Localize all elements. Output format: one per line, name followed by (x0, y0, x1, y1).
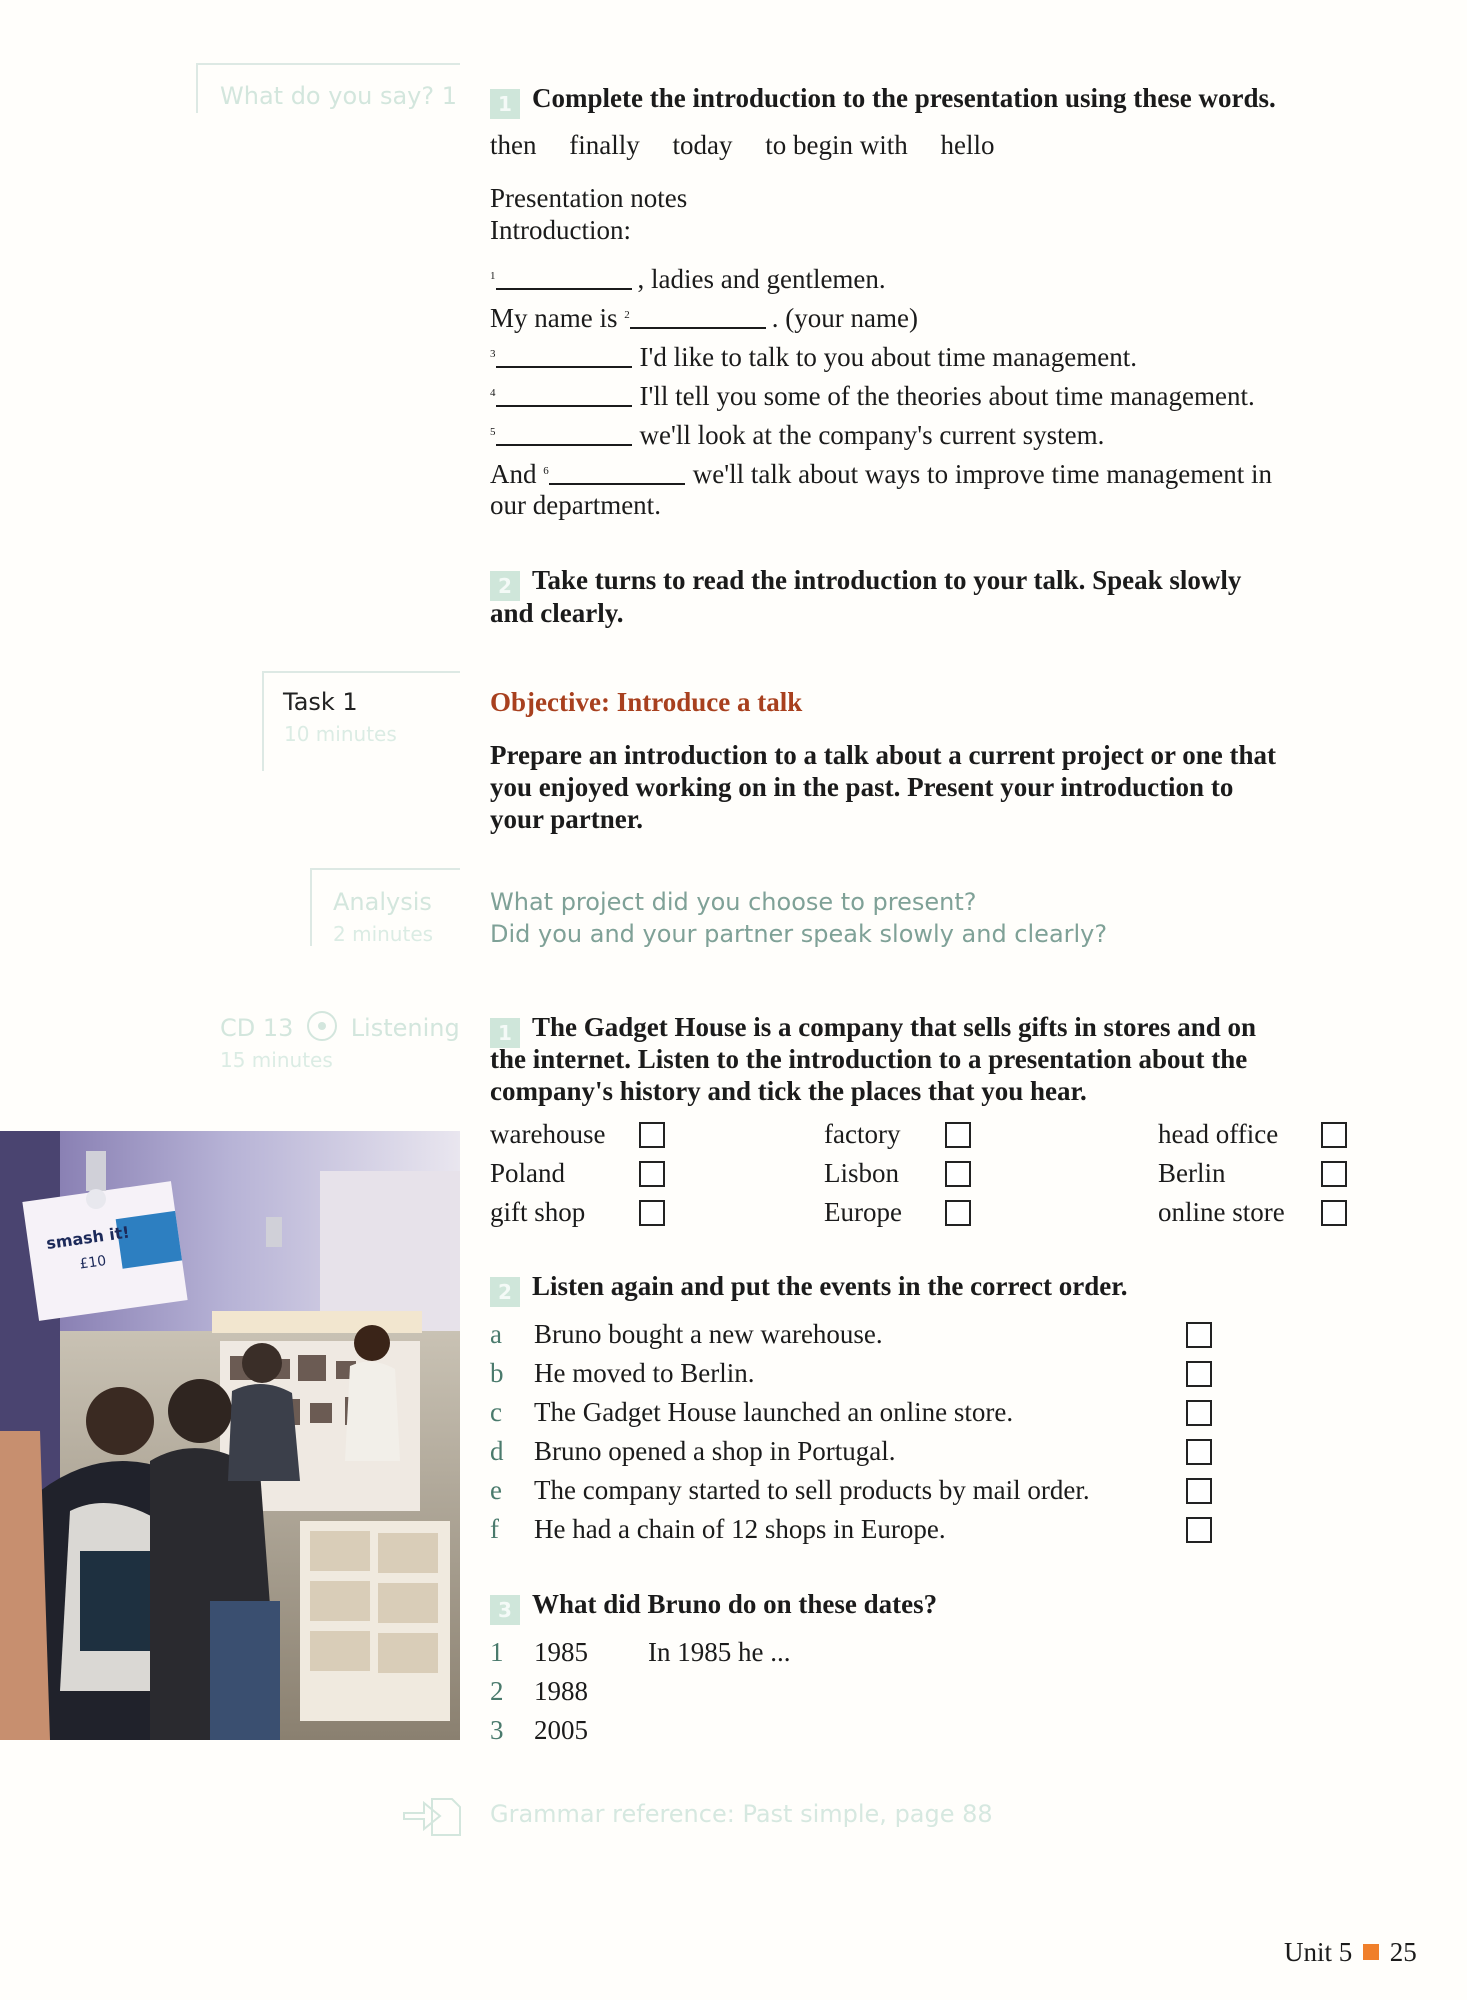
cd-icon (307, 1011, 337, 1041)
intro-line-text: . (your name) (771, 303, 918, 333)
event-text: Bruno bought a new warehouse. (534, 1319, 883, 1349)
grammar-reference-link[interactable]: Grammar reference: Past simple, page 88 (490, 1800, 993, 1828)
gap-number: 4 (490, 387, 496, 399)
gap-6-blank[interactable] (549, 459, 685, 485)
exercise-1-instruction: Complete the introduction to the presentation using these words. (532, 83, 1276, 113)
unit-label: Unit 5 (1284, 1937, 1353, 1967)
exercise-2-line-2: and clearly. (490, 598, 624, 628)
analysis-time: 2 minutes (333, 922, 434, 946)
place-label: Poland (490, 1158, 566, 1188)
exercise-number-badge: 1 (490, 89, 520, 119)
word-bank-item: finally (569, 130, 640, 160)
event-text: He had a chain of 12 shops in Europe. (534, 1514, 946, 1544)
listening-header (220, 1011, 460, 1042)
place-label: warehouse (490, 1119, 606, 1149)
event-letter: d (490, 1436, 504, 1466)
checkbox-berlin[interactable] (1321, 1161, 1347, 1187)
presentation-notes-title: Presentation notes (490, 183, 688, 213)
checkbox-poland[interactable] (639, 1161, 665, 1187)
page-number: 25 (1389, 1937, 1417, 1967)
date-number: 2 (490, 1676, 504, 1706)
event-text: The Gadget House launched an online store. (534, 1397, 1014, 1427)
place-label: head office (1158, 1119, 1279, 1149)
event-text: He moved to Berlin. (534, 1358, 755, 1388)
date-year: 1985 (534, 1637, 588, 1667)
place-label: Lisbon (824, 1158, 900, 1188)
exercise-number-badge: 1 (490, 1018, 520, 1048)
task-rule-left (262, 671, 264, 771)
intro-line-4 (490, 377, 1255, 412)
task-rule-top (262, 671, 460, 673)
task-time: 10 minutes (284, 722, 397, 746)
listening-cd-label: CD 13 (220, 1014, 294, 1042)
gap-number: 6 (543, 465, 549, 477)
sign-text: smash it! (45, 1222, 131, 1253)
event-letter: e (490, 1475, 502, 1505)
date-number: 3 (490, 1715, 504, 1745)
intro-line-text: we'll look at the company's current system. (639, 420, 1105, 450)
intro-line-5 (490, 416, 1104, 451)
event-text: Bruno opened a shop in Portugal. (534, 1436, 896, 1466)
gap-2-blank[interactable] (630, 303, 766, 329)
exercise-1-heading (490, 82, 1276, 119)
listening-2-heading (490, 1270, 1127, 1307)
listening-1-line-3: company's history and tick the places that you hear. (490, 1076, 1087, 1106)
intro-line-prefix: And (490, 459, 544, 489)
listening-time: 15 minutes (220, 1048, 333, 1072)
exercise-number-badge: 2 (490, 1277, 520, 1307)
place-label: factory (824, 1119, 901, 1149)
checkbox-warehouse[interactable] (639, 1122, 665, 1148)
checkbox-online-store[interactable] (1321, 1200, 1347, 1226)
word-bank-item: to begin with (765, 130, 908, 160)
order-box-c[interactable] (1186, 1400, 1212, 1426)
exercise-2-heading (490, 564, 1241, 601)
listening-2-instruction: Listen again and put the events in the correct order. (532, 1271, 1128, 1301)
word-bank-item: today (672, 130, 733, 160)
intro-line-3 (490, 338, 1137, 373)
intro-line-1 (490, 260, 886, 295)
word-bank-item: hello (940, 130, 995, 160)
intro-line-6-continued: our department. (490, 490, 661, 520)
order-box-a[interactable] (1186, 1322, 1212, 1348)
date-number: 1 (490, 1637, 504, 1667)
presentation-notes-subtitle: Introduction: (490, 215, 631, 245)
gap-1-blank[interactable] (496, 264, 632, 290)
page-footer (1284, 1936, 1417, 1968)
task-title: Task 1 (283, 688, 358, 716)
analysis-question-2: Did you and your partner speak slowly and clearly? (490, 920, 1108, 948)
date-year: 2005 (534, 1715, 588, 1745)
exercise-number-badge: 2 (490, 571, 520, 601)
what-do-you-say-label: What do you say? 1 (220, 82, 458, 110)
checkbox-factory[interactable] (945, 1122, 971, 1148)
order-box-d[interactable] (1186, 1439, 1212, 1465)
place-label: Europe (824, 1197, 902, 1227)
event-letter: f (490, 1514, 499, 1544)
checkbox-head-office[interactable] (1321, 1122, 1347, 1148)
intro-line-2 (490, 299, 918, 334)
task-line-1: Prepare an introduction to a talk about a current project or one that (490, 740, 1276, 770)
date-example: In 1985 he ... (648, 1637, 791, 1667)
gap-4-blank[interactable] (496, 381, 632, 407)
place-label: Berlin (1158, 1158, 1226, 1188)
word-bank (490, 129, 994, 161)
checkbox-lisbon[interactable] (945, 1161, 971, 1187)
gap-5-blank[interactable] (496, 420, 632, 446)
place-label: online store (1158, 1197, 1285, 1227)
shop-photo (0, 1131, 460, 1740)
task-line-2: you enjoyed working on in the past. Present your introduction to (490, 772, 1234, 802)
event-text: The company started to sell products by mail order. (534, 1475, 1090, 1505)
listening-title: Listening (350, 1014, 460, 1042)
listening-1-line-2: the internet. Listen to the introduction to a presentation about the (490, 1044, 1248, 1074)
sidebar-rule-top (196, 63, 460, 65)
listening-1-line-1: The Gadget House is a company that sells gifts in stores and on (532, 1012, 1257, 1042)
order-box-f[interactable] (1186, 1517, 1212, 1543)
task-line-3: your partner. (490, 804, 644, 834)
checkbox-europe[interactable] (945, 1200, 971, 1226)
footer-square-icon (1363, 1944, 1379, 1960)
intro-line-text: I'll tell you some of the theories about time management. (639, 381, 1255, 411)
order-box-b[interactable] (1186, 1361, 1212, 1387)
exercise-2-line-1: Take turns to read the introduction to your talk. Speak slowly (532, 565, 1242, 595)
intro-line-6 (490, 455, 1272, 490)
analysis-question-1: What project did you choose to present? (490, 888, 977, 916)
analysis-rule-top (310, 868, 460, 870)
grammar-reference-icon (402, 1793, 464, 1844)
date-year: 1988 (534, 1676, 588, 1706)
order-box-e[interactable] (1186, 1478, 1212, 1504)
intro-line-prefix: My name is (490, 303, 625, 333)
gap-3-blank[interactable] (496, 342, 632, 368)
sidebar-rule-left (196, 63, 198, 113)
gap-number: 1 (490, 270, 496, 282)
intro-line-text: , ladies and gentlemen. (637, 264, 886, 294)
task-objective: Objective: Introduce a talk (490, 687, 803, 717)
word-bank-item: then (490, 130, 537, 160)
event-letter: b (490, 1358, 504, 1388)
exercise-number-badge: 3 (490, 1595, 520, 1625)
event-letter: c (490, 1397, 502, 1427)
gap-number: 2 (624, 309, 630, 321)
gap-number: 3 (490, 348, 496, 360)
listening-3-instruction: What did Bruno do on these dates? (532, 1589, 938, 1619)
analysis-title: Analysis (333, 888, 432, 916)
intro-line-text: I'd like to talk to you about time management. (639, 342, 1137, 372)
gap-number: 5 (490, 426, 496, 438)
listening-3-heading (490, 1588, 937, 1625)
analysis-rule-left (310, 868, 312, 946)
place-label: gift shop (490, 1197, 586, 1227)
sign-price: £10 (78, 1253, 108, 1273)
intro-line-text: we'll talk about ways to improve time management in (692, 459, 1272, 489)
event-letter: a (490, 1319, 502, 1349)
checkbox-gift-shop[interactable] (639, 1200, 665, 1226)
